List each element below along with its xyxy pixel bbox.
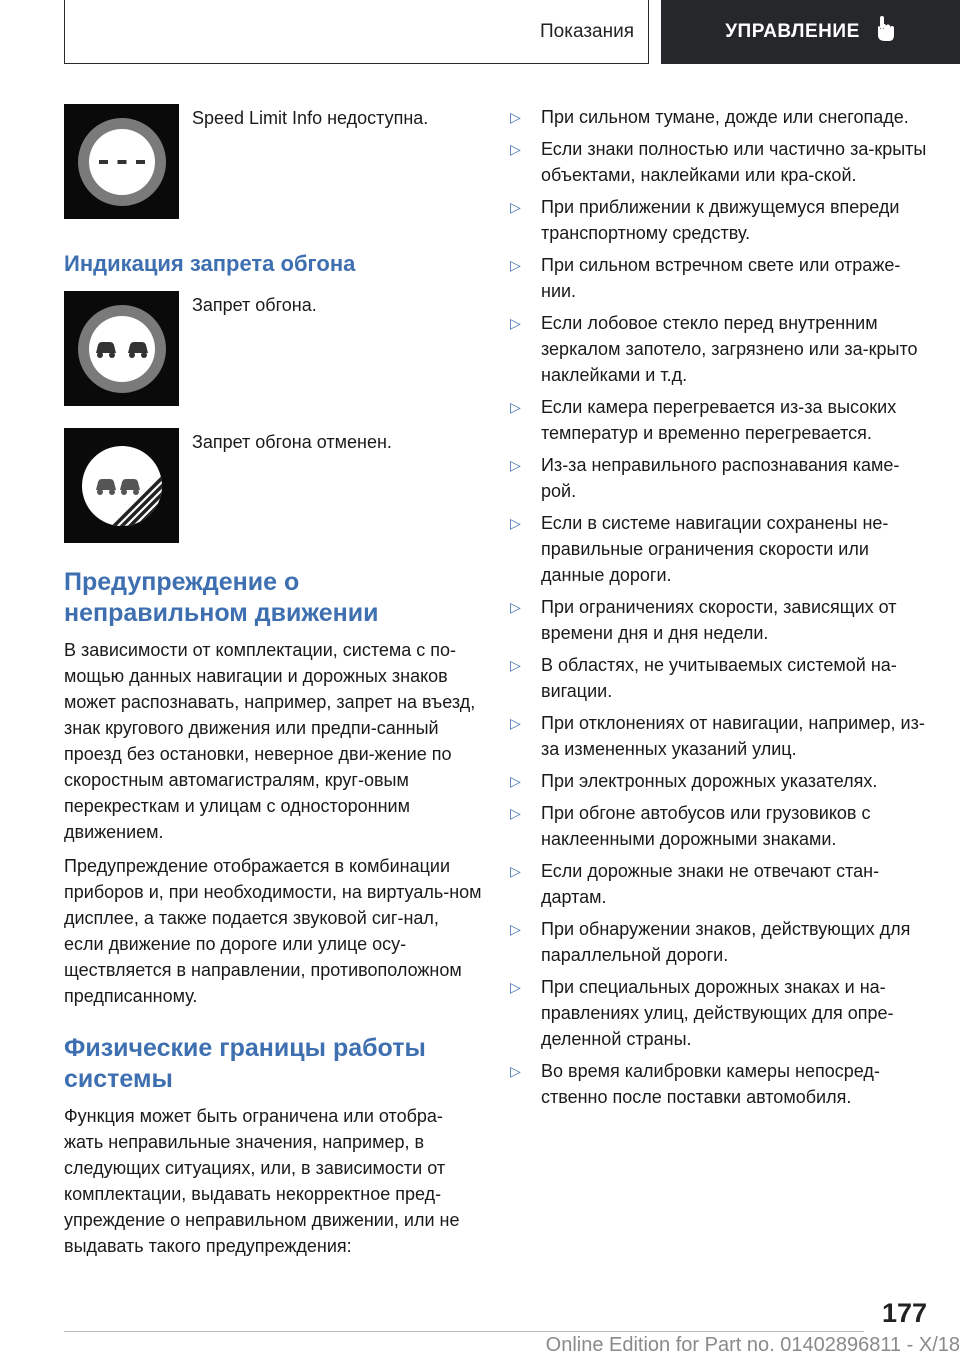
speed-limit-unavailable-sign-icon (64, 104, 179, 219)
section-heading-overtaking: Индикация запрета обгона (64, 251, 356, 276)
bullet-triangle-icon: ▷ (510, 257, 521, 273)
bullet-triangle-icon: ▷ (510, 715, 521, 731)
footer-divider (64, 1331, 864, 1332)
list-item-text: Если лобовое стекло перед внутренним зеркалом запотело, загрязнено или за-крыто наклейками и т.д. (541, 313, 918, 385)
list-item-text: При отклонениях от навигации, например, из-за измененных указаний улиц. (541, 713, 925, 759)
paragraph-limits-1: Функция может быть ограничена или отобра-жать неправильные значения, например, в следующих ситуациях, или, в зависимости от комплектации, выдавать некорректное пред-упреждение о неправильном движении, или не выдавать такого предупреждения: (64, 1106, 460, 1256)
list-item-text: Если дорожные знаки не отвечают стан-дартам. (541, 861, 880, 907)
list-item (510, 1058, 930, 1110)
list-item-text: При обнаружении знаков, действующих для параллельной дороги. (541, 919, 911, 965)
list-item (510, 768, 930, 794)
list-item (510, 310, 930, 388)
header-chapter-label: УПРАВЛЕНИЕ (725, 21, 860, 42)
bullet-triangle-icon: ▷ (510, 599, 521, 615)
end-no-overtaking-sign-icon (64, 428, 179, 543)
list-item (510, 594, 930, 646)
bullet-triangle-icon: ▷ (510, 457, 521, 473)
list-item-text: При приближении к движущемуся впереди транспортному средству. (541, 197, 900, 243)
bullet-triangle-icon: ▷ (510, 921, 521, 937)
limitations-list (510, 104, 930, 1110)
list-item (510, 452, 930, 504)
list-item (510, 710, 930, 762)
list-item-text: Во время калибровки камеры непосред-ственно после поставки автомобиля. (541, 1061, 880, 1107)
page-number: 177 (881, 1298, 927, 1328)
paragraph-wrong-way-1: В зависимости от комплектации, система с по-мощью данных навигации и дорожных знаков может распознавать, например, запрет на въезд, знак кругового движения или предпи-санный проезд без остановки, неверное дви-жение по скоростным автомагистралям, круг-овым перекресткам и улицам с односторонним движением. (64, 640, 476, 842)
sign-row-no-overtaking (64, 291, 482, 406)
sign-caption-unavailable: Speed Limit Info недоступна. (192, 108, 429, 128)
pointing-hand-icon (874, 15, 896, 49)
bullet-triangle-icon: ▷ (510, 141, 521, 157)
header-section-tab (64, 0, 649, 64)
bullet-triangle-icon: ▷ (510, 657, 521, 673)
sign-caption-no-overtaking-end: Запрет обгона отменен. (192, 432, 392, 452)
bullet-triangle-icon: ▷ (510, 1063, 521, 1079)
bullet-triangle-icon: ▷ (510, 399, 521, 415)
left-column (64, 104, 482, 1267)
list-item (510, 858, 930, 910)
list-item-text: При специальных дорожных знаках и на-правлениях улиц, действующих для опре-деленной страны. (541, 977, 894, 1049)
list-item (510, 194, 930, 246)
list-item (510, 800, 930, 852)
bullet-triangle-icon: ▷ (510, 109, 521, 125)
list-item (510, 394, 930, 446)
footer-edition: Online Edition for Part no. 01402896811 - X/18 (545, 1334, 960, 1356)
list-item-text: Из-за неправильного распознавания каме-рой. (541, 455, 900, 501)
right-column (510, 104, 930, 1116)
list-item (510, 652, 930, 704)
list-item-text: Если в системе навигации сохранены не-правильные ограничения скорости или данные дороги. (541, 513, 889, 585)
list-item (510, 136, 930, 188)
bullet-triangle-icon: ▷ (510, 199, 521, 215)
sign-row-no-overtaking-end (64, 428, 482, 543)
bullet-triangle-icon: ▷ (510, 805, 521, 821)
bullet-triangle-icon: ▷ (510, 515, 521, 531)
bullet-triangle-icon: ▷ (510, 863, 521, 879)
bullet-triangle-icon: ▷ (510, 773, 521, 789)
sign-row-unavailable (64, 104, 482, 219)
sign-caption-no-overtaking: Запрет обгона. (192, 295, 317, 315)
header-section-label: Показания (540, 20, 634, 42)
list-item-text: При сильном тумане, дожде или снегопаде. (541, 107, 909, 127)
section-heading-wrong-way: Предупреждение о неправильном движении (64, 568, 379, 627)
list-item-text: В областях, не учитываемых системой на-вигации. (541, 655, 897, 701)
list-item (510, 916, 930, 968)
list-item (510, 510, 930, 588)
list-item-text: Если камера перегревается из-за высоких температур и временно перегревается. (541, 397, 897, 443)
bullet-triangle-icon: ▷ (510, 979, 521, 995)
list-item-text: Если знаки полностью или частично за-крыты объектами, наклейками или кра-ской. (541, 139, 927, 185)
header-chapter-tab (661, 0, 960, 64)
paragraph-wrong-way-2: Предупреждение отображается в комбинации приборов и, при необходимости, на виртуаль-ном дисплее, а также подается звуковой сиг-нал, если движение по дороге или улице осу-ществляется в направлении, противоположном предписанному. (64, 856, 482, 1006)
bullet-triangle-icon: ▷ (510, 315, 521, 331)
list-item-text: При сильном встречном свете или отраже-нии. (541, 255, 901, 301)
section-heading-limits: Физические границы работы системы (64, 1034, 426, 1093)
list-item-text: При электронных дорожных указателях. (541, 771, 878, 791)
list-item-text: При ограничениях скорости, зависящих от времени дня и дня недели. (541, 597, 897, 643)
no-overtaking-sign-icon (64, 291, 179, 406)
list-item (510, 104, 930, 130)
list-item (510, 252, 930, 304)
list-item-text: При обгоне автобусов или грузовиков с наклеенными дорожными знаками. (541, 803, 871, 849)
list-item (510, 974, 930, 1052)
